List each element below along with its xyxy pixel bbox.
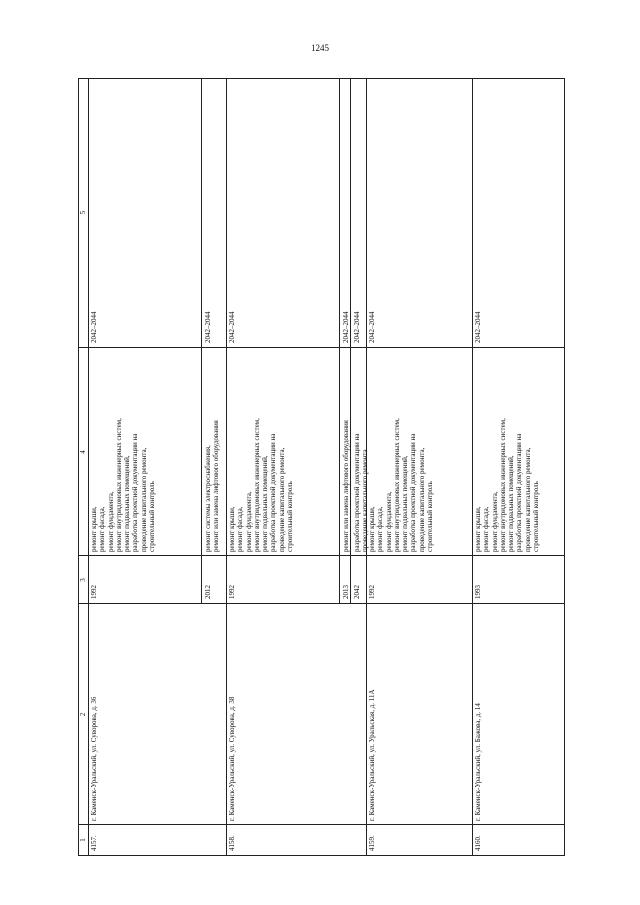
header-col-5: 5	[79, 210, 87, 215]
entry-period: 2042–2044	[90, 311, 98, 343]
header-col-2: 2	[79, 712, 87, 717]
header-col-4: 4	[79, 450, 87, 454]
row-address: г. Каменск-Уральский, ул. Суворова, д. 36	[90, 696, 98, 821]
entry-works: ремонт или замена лифтового оборудования	[342, 420, 350, 552]
entry-year: 1992	[228, 585, 236, 599]
entry-year: 1993	[474, 585, 482, 599]
row-number: 4158.	[228, 835, 236, 851]
entry-period: 2042–2044	[228, 311, 236, 343]
row-address: г. Каменск-Уральский, ул. Суворова, д. 38	[228, 696, 236, 821]
header-col-1: 1	[79, 838, 87, 842]
row-address: г. Каменск-Уральский, ул. Уральская, д. 11А	[368, 689, 376, 821]
table-container	[78, 78, 565, 856]
row-number: 4160.	[474, 835, 482, 851]
entry-year: 2013	[342, 585, 350, 599]
entry-year: 2012	[204, 585, 212, 599]
entry-year: 1992	[368, 585, 376, 599]
entry-works: разработка проектной документации на проведение капитального ремонта	[353, 433, 370, 552]
table-row	[472, 79, 566, 855]
entry-works: ремонт крыши, ремонт фасада, ремонт фундамента, ремонт внутридомовых инженерных систем, ремонт подвальных помещений, разработка проектной документации на проведение капитального ремонта, строительный контроль	[474, 418, 541, 552]
entry-period: 2042–2044	[342, 311, 350, 343]
table-row	[366, 79, 473, 855]
header-col-3: 3	[79, 578, 87, 582]
page-number: 1245	[311, 43, 329, 53]
table-row	[226, 79, 370, 855]
entry-period: 2042–2044	[353, 311, 361, 343]
entry-period: 2042–2044	[368, 311, 376, 343]
entry-works: ремонт крыши, ремонт фасада, ремонт фундамента, ремонт внутридомовых инженерных систем, ремонт подвальных помещений, разработка проектной документации на проведение капитального ремонта, строительный контроль	[90, 418, 157, 552]
row-number: 4157.	[90, 835, 98, 851]
capital-repair-table	[78, 78, 565, 856]
entry-works: ремонт крыши, ремонт фасада, ремонт фундамента, ремонт внутридомовых инженерных систем, ремонт подвальных помещений, разработка проектной документации на проведение капитального ремонта, строительный контроль	[368, 418, 435, 552]
entry-period: 2042–2044	[204, 311, 212, 343]
entry-period: 2042–2044	[474, 311, 482, 343]
entry-year: 1992	[90, 585, 98, 599]
entry-works: ремонт системы электроснабжения, ремонт или замена лифтового оборудования	[204, 420, 221, 552]
row-address: г. Каменск-Уральский, ул. Бажова, д. 14	[474, 703, 482, 821]
table-row	[88, 79, 227, 855]
entry-works: ремонт крыши, ремонт фасада, ремонт фундамента, ремонт внутридомовых инженерных систем, ремонт подвальных помещений, разработка проектной документации на проведение капитального ремонта, строительный контроль	[228, 418, 295, 552]
entry-year: 2042	[353, 585, 361, 599]
row-number: 4159.	[368, 835, 376, 851]
